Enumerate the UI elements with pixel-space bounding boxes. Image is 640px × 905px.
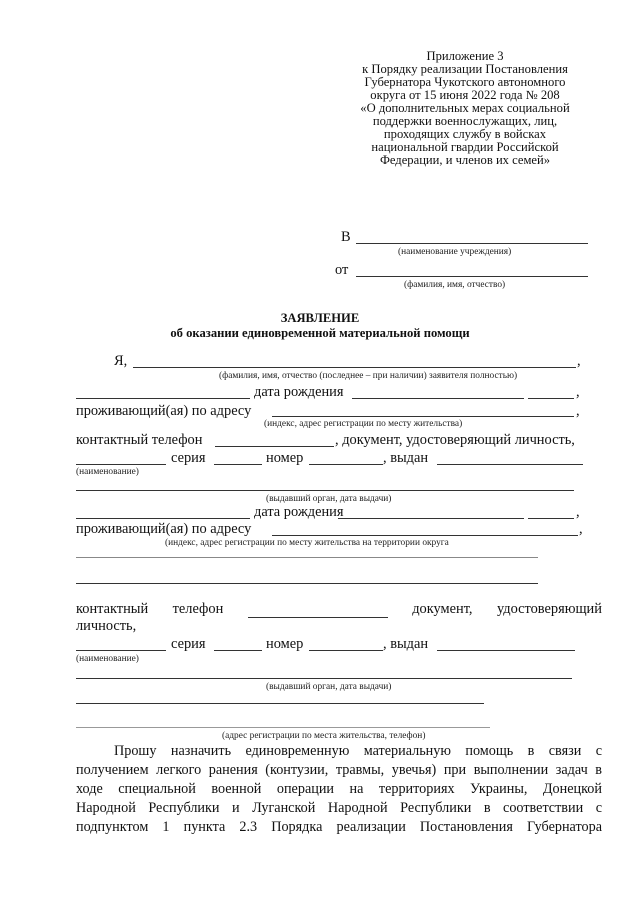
i-prefix: Я,: [114, 353, 128, 369]
fullname-caption: (фамилия, имя, отчество): [404, 280, 506, 290]
paragraph-line: подпунктом 1 пункта 2.3 Порядка реализации Постановления Губернатора: [76, 819, 602, 835]
phone-label: контактный телефон: [76, 432, 203, 448]
number-field[interactable]: [309, 464, 383, 465]
header-line: Федерации, и членов их семей»: [379, 153, 551, 167]
header-line: к Порядку реализации Постановления: [362, 62, 568, 76]
paragraph-line: Народной Республики и Луганской Народной Республики в соответствии с: [76, 800, 602, 816]
from-prefix: от: [335, 262, 349, 278]
issued-by-field-2[interactable]: [437, 650, 575, 651]
document-name-caption: (наименование): [76, 467, 139, 477]
address-caption: (индекс, адрес регистрации по месту жительства): [264, 419, 463, 429]
issuer-field-2[interactable]: [76, 678, 572, 679]
residing-label: проживающий(ая) по адресу: [76, 403, 252, 419]
number-label: номер: [266, 450, 304, 466]
issuer-caption: (выдавший орган, дата выдачи): [266, 494, 392, 504]
document-subtitle: об оказании единовременной материальной помощи: [170, 326, 470, 340]
extra-name-field[interactable]: [76, 398, 250, 399]
document-name-field-2[interactable]: [76, 650, 166, 651]
document-name-caption-2: (наименование): [76, 654, 139, 664]
header-line: «О дополнительных мерах социальной: [360, 101, 570, 115]
birth-date-field-2[interactable]: [338, 518, 524, 519]
residence-address-field[interactable]: [272, 416, 574, 417]
address-continuation-field[interactable]: [76, 557, 538, 558]
institution-caption: (наименование учреждения): [398, 247, 512, 257]
series-label-2: серия: [171, 636, 206, 652]
phone-word-2: телефон: [172, 601, 224, 617]
birth-date-label-2: дата рождения: [254, 504, 344, 520]
residence-phone-field-2[interactable]: [76, 727, 490, 728]
birth-date-label: дата рождения: [254, 384, 344, 400]
series-label: серия: [171, 450, 206, 466]
paragraph-line: ходе специальной военной операции на территориях Украины, Донецкой: [76, 781, 602, 797]
phone-field-2[interactable]: [248, 605, 388, 618]
birth-date-field[interactable]: [352, 398, 524, 399]
applicant-fullname-caption: (фамилия, имя, отчество (последнее – при наличии) заявителя полностью): [219, 371, 518, 381]
header-line: национальной гвардии Российской: [371, 140, 559, 154]
header-line: округа от 15 июня 2022 года № 208: [370, 88, 560, 102]
issuer-field[interactable]: [76, 490, 574, 491]
series-field[interactable]: [214, 464, 262, 465]
paragraph-line: Прошу назначить единовременную материальную помощь в связи с: [114, 743, 602, 759]
issuer-caption-2: (выдавший орган, дата выдачи): [266, 682, 392, 692]
series-field-2[interactable]: [214, 650, 262, 651]
id-document-label: , документ, удостоверяющий личность,: [335, 432, 575, 448]
header-line: Приложение 3: [426, 49, 504, 63]
phone-word-1: контактный: [76, 601, 149, 617]
residence-address-field-2[interactable]: [272, 535, 578, 536]
to-prefix: В: [341, 229, 351, 245]
header-line: Губернатора Чукотского автономного: [364, 75, 566, 89]
header-line: проходящих службу в войсках: [383, 127, 547, 141]
request-paragraph: [76, 742, 602, 837]
applicant-name-field[interactable]: [356, 276, 588, 277]
document-name-field[interactable]: [76, 464, 166, 465]
number-field-2[interactable]: [309, 650, 383, 651]
residence-phone-field[interactable]: [76, 703, 484, 704]
applicant-fullname-field[interactable]: [133, 367, 576, 368]
identity-word: личность,: [76, 618, 137, 634]
birth-year-field-2[interactable]: [528, 518, 574, 519]
phone-line-2: [76, 600, 602, 618]
address-caption-2: (индекс, адрес регистрации по месту жительства на территории округа: [165, 538, 449, 548]
certifying-word: удостоверяющий: [496, 601, 602, 617]
number-label-2: номер: [266, 636, 304, 652]
issued-label-2: , выдан: [383, 636, 429, 652]
residence-caption: (адрес регистрации по места жительства, телефон): [222, 731, 426, 741]
issued-by-field[interactable]: [437, 464, 583, 465]
paragraph-line: получением легкого ранения (контузии, травмы, увечья) при выполнении задач в: [76, 762, 602, 778]
address-continuation-field-2[interactable]: [76, 583, 538, 584]
residing-label-2: проживающий(ая) по адресу: [76, 521, 252, 537]
document-title: ЗАЯВЛЕНИЕ: [280, 311, 360, 325]
doc-word: документ,: [412, 601, 473, 617]
header-line: поддержки военнослужащих, лиц,: [372, 114, 558, 128]
phone-field[interactable]: [215, 446, 334, 447]
issued-label: , выдан: [383, 450, 429, 466]
birth-year-field[interactable]: [528, 398, 574, 399]
appendix-header: [318, 50, 612, 167]
second-person-name-field[interactable]: [76, 518, 250, 519]
institution-field[interactable]: [356, 243, 588, 244]
